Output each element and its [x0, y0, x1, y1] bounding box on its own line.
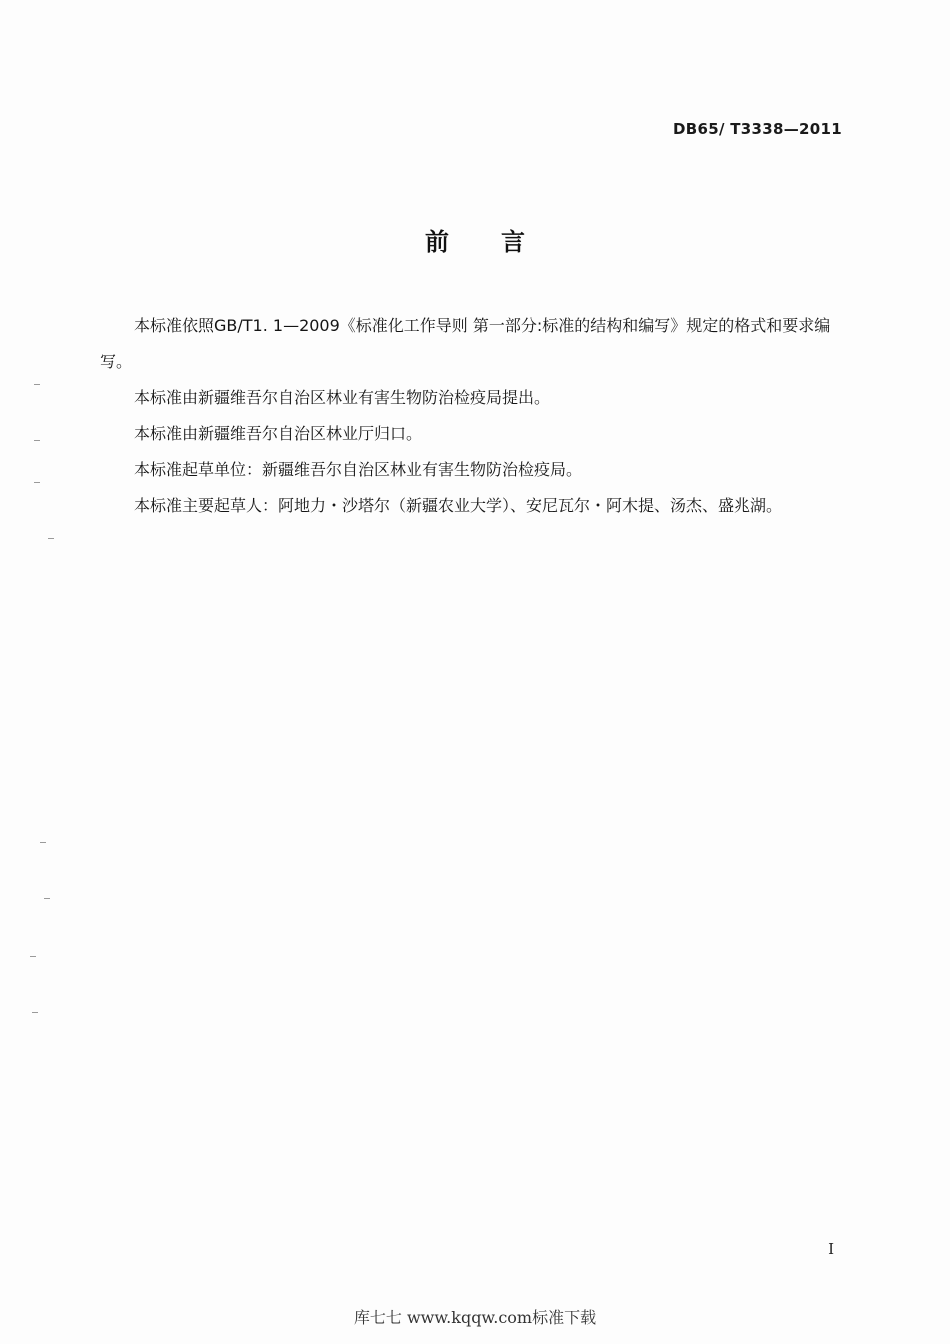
- scan-mark: [34, 384, 40, 385]
- scan-mark: [34, 440, 40, 441]
- page-number: I: [828, 1240, 834, 1258]
- paragraph-administrator: 本标准由新疆维吾尔自治区林业厅归口。: [134, 424, 423, 443]
- scan-mark: [44, 898, 50, 899]
- site-watermark: 库七七 www.kqqw.com标准下载: [353, 1308, 597, 1327]
- scan-mark: [32, 1012, 38, 1013]
- paragraph-proposer: 本标准由新疆维吾尔自治区林业有害生物防治检疫局提出。: [134, 388, 551, 407]
- scan-mark: [40, 842, 46, 843]
- document-code: DB65/ T3338—2011: [673, 120, 842, 138]
- scan-mark: [30, 956, 36, 957]
- page-title: 前言: [425, 228, 577, 256]
- paragraph-format-basis: 本标准依照GB/T1. 1—2009《标准化工作导则 第一部分:标准的结构和编写》规定的格式和要求编写。: [100, 316, 831, 371]
- paragraph-drafting-unit: 本标准起草单位：新疆维吾尔自治区林业有害生物防治检疫局。: [134, 460, 583, 479]
- paragraph-drafters: 本标准主要起草人：阿地力・沙塔尔（新疆农业大学）、安尼瓦尔・阿木提、汤杰、盛兆湖。: [134, 496, 783, 515]
- foreword-body: [100, 308, 852, 524]
- scan-mark: [34, 482, 40, 483]
- scan-mark: [48, 538, 54, 539]
